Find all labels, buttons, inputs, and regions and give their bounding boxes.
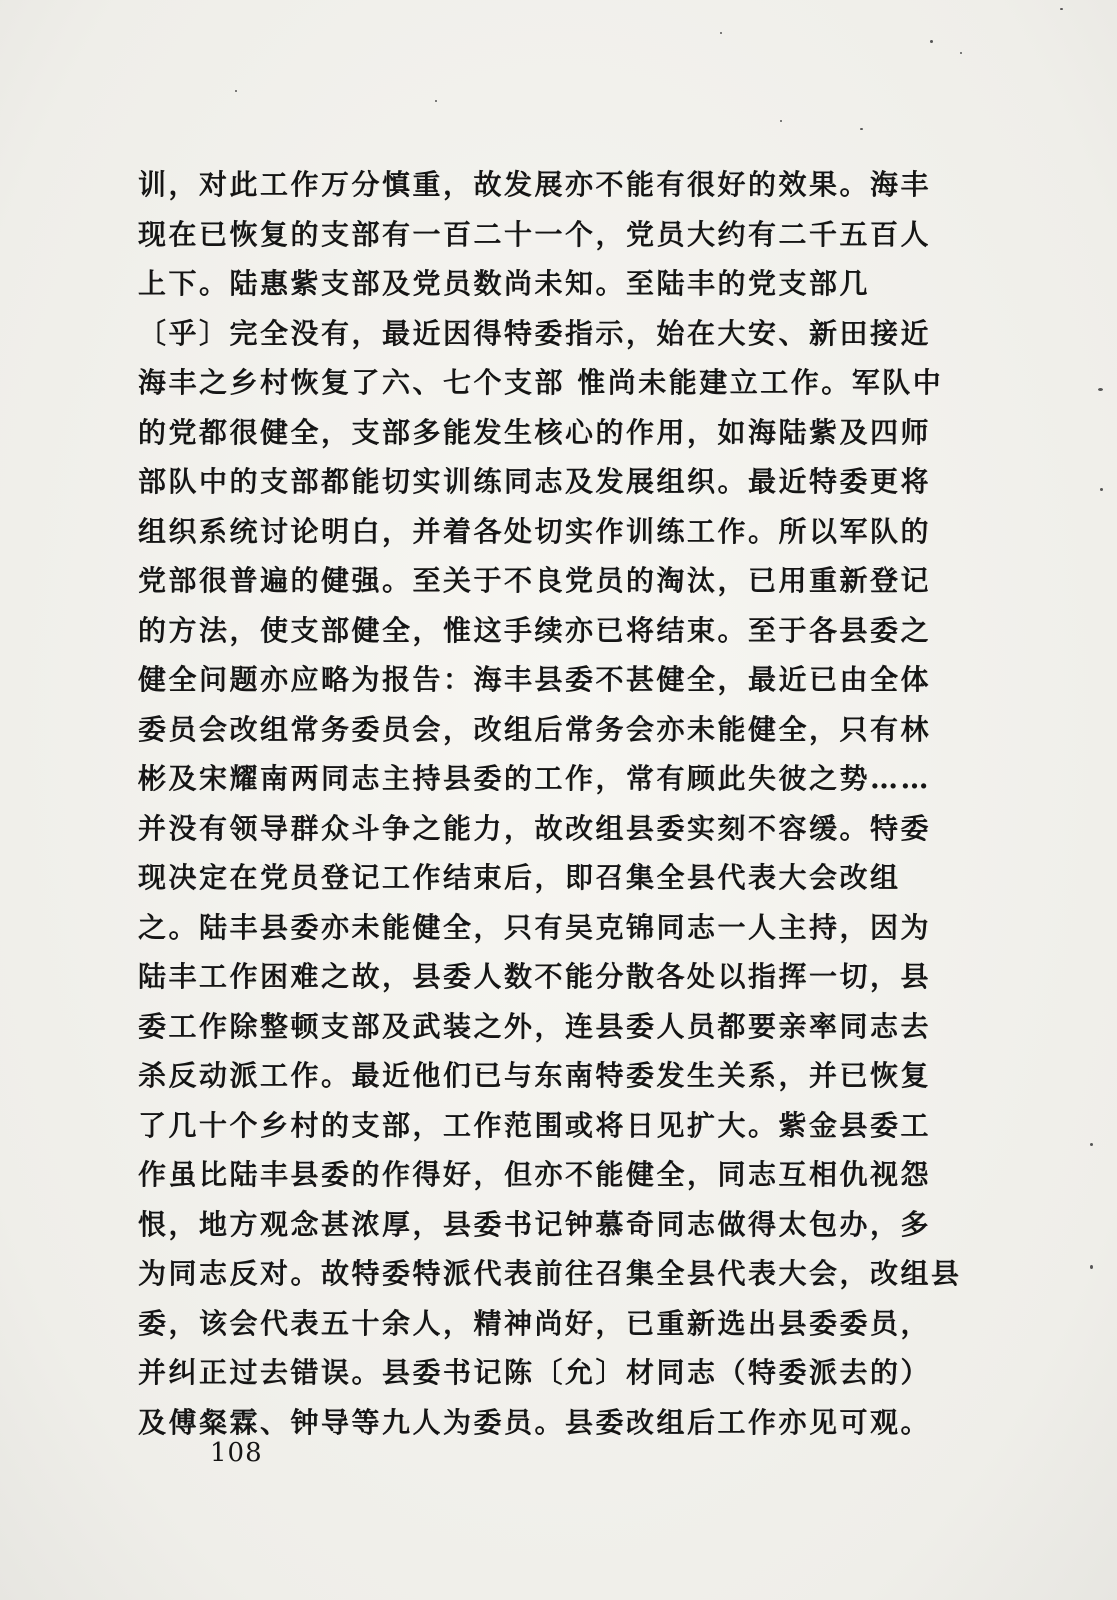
scan-speck [720,32,722,34]
scan-speck [435,100,437,102]
text-line: 为同志反对。故特委特派代表前往召集全县代表大会，改组县 [138,1257,962,1290]
text-line: 的党都很健全，支部多能发生核心的作用，如海陆紫及四师 [138,415,932,449]
text-line: 杀反动派工作。最近他们已与东南特委发生关系，并已恢复 [138,1059,932,1092]
text-line: 现在已恢复的支部有一百二十一个，党员大约有二千五百人 [138,217,932,251]
text-line: 并没有领导群众斗争之能力，故改组县委实刻不容缓。特委 [138,811,932,845]
text-line: 现决定在党员登记工作结束后，即召集全县代表大会改组 [138,861,901,894]
text-line: 海丰之乡村恢复了六、七个支部 惟尚未能建立工作。军队中 [138,366,944,399]
text-line: 了几十个乡村的支部，工作范围或将日见扩大。紫金县委工 [138,1108,932,1142]
text-line: 委员会改组常务委员会，改组后常务会亦未能健全，只有林 [138,712,932,746]
scan-speck [780,120,782,122]
text-line: 恨，地方观念甚浓厚，县委书记钟慕奇同志做得太包办，多 [138,1207,932,1241]
text-line: 作虽比陆丰县委的作得好，但亦不能健全，同志互相仇视怨 [138,1158,932,1191]
text-line: 的方法，使支部健全，惟这手续亦已将结束。至于各县委之 [138,613,932,647]
text-line: 并纠正过去错误。县委书记陈〔允〕材同志（特委派去的） [138,1356,932,1389]
scan-speck [960,52,962,54]
text-line: 委，该会代表五十余人，精神尚好，已重新选出县委委员， [138,1306,932,1340]
body-text [138,160,1008,1447]
text-line: 及傅粲霖、钟导等九人为委员。县委改组后工作亦见可观。 [138,1405,932,1439]
scan-speck [1090,1143,1093,1146]
scan-speck [1060,8,1063,10]
scan-speck [930,40,933,43]
text-line: 部队中的支部都能切实训练同志及发展组织。最近特委更将 [138,465,932,498]
text-line: 组织系统讨论明白，并着各处切实作训练工作。所以军队的 [138,514,932,548]
text-line: 党部很普遍的健强。至关于不良党员的淘汰，已用重新登记 [138,564,932,597]
page-number: 108 [210,1438,263,1468]
text-line: 训，对此工作万分慎重，故发展亦不能有很好的效果。海丰 [138,168,932,201]
text-line: 彬及宋耀南两同志主持县委的工作，常有顾此失彼之势…… [138,762,932,795]
text-line: 上下。陆惠紫支部及党员数尚未知。至陆丰的党支部几 [138,267,871,300]
text-line: 〔乎〕完全没有，最近因得特委指示，始在大安、新田接近 [138,316,932,350]
text-line: 之。陆丰县委亦未能健全，只有吴克锦同志一人主持，因为 [138,910,932,944]
text-line: 健全问题亦应略为报告：海丰县委不甚健全，最近已由全体 [138,663,932,696]
text-line: 陆丰工作困难之故，县委人数不能分散各处以指挥一切，县 [138,960,932,993]
scan-speck [860,128,863,130]
scan-speck [1090,1265,1093,1269]
scan-speck [1100,488,1103,491]
text-line: 委工作除整顿支部及武装之外，连县委人员都要亲率同志去 [138,1009,932,1043]
scan-speck [235,90,237,92]
scan-speck [1098,388,1103,391]
